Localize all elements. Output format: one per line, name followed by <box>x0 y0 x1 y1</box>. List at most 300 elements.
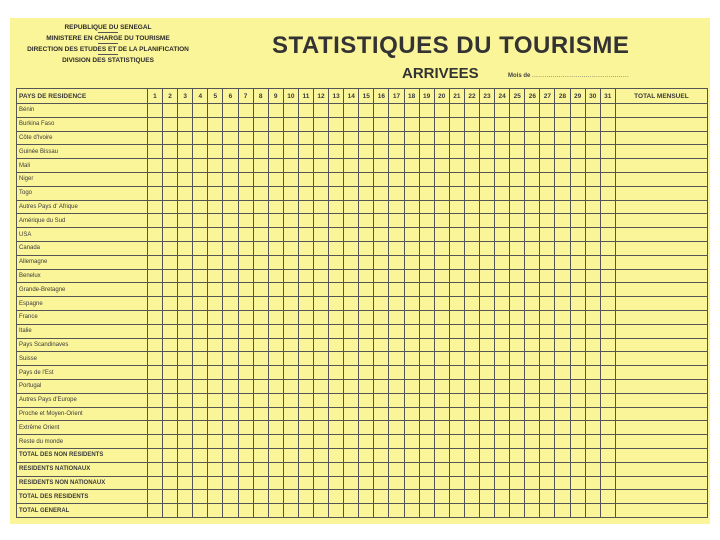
day-cell[interactable] <box>525 104 540 118</box>
day-cell[interactable] <box>389 504 404 518</box>
day-cell[interactable] <box>359 504 374 518</box>
day-cell[interactable] <box>404 462 419 476</box>
day-cell[interactable] <box>283 338 298 352</box>
day-cell[interactable] <box>208 241 223 255</box>
day-cell[interactable] <box>510 448 525 462</box>
day-cell[interactable] <box>147 421 162 435</box>
day-cell[interactable] <box>570 104 585 118</box>
day-cell[interactable] <box>208 435 223 449</box>
day-cell[interactable] <box>359 172 374 186</box>
day-cell[interactable] <box>253 366 268 380</box>
day-cell[interactable] <box>208 172 223 186</box>
day-cell[interactable] <box>404 283 419 297</box>
day-cell[interactable] <box>389 200 404 214</box>
day-cell[interactable] <box>525 407 540 421</box>
day-cell[interactable] <box>555 186 570 200</box>
day-cell[interactable] <box>389 131 404 145</box>
day-cell[interactable] <box>389 324 404 338</box>
day-cell[interactable] <box>600 379 615 393</box>
day-cell[interactable] <box>298 462 313 476</box>
day-cell[interactable] <box>253 145 268 159</box>
day-cell[interactable] <box>163 269 178 283</box>
day-cell[interactable] <box>419 310 434 324</box>
day-cell[interactable] <box>555 462 570 476</box>
day-cell[interactable] <box>283 476 298 490</box>
day-cell[interactable] <box>540 324 555 338</box>
day-cell[interactable] <box>223 324 238 338</box>
day-cell[interactable] <box>283 310 298 324</box>
day-cell[interactable] <box>268 366 283 380</box>
day-cell[interactable] <box>495 338 510 352</box>
day-cell[interactable] <box>434 283 449 297</box>
day-cell[interactable] <box>147 352 162 366</box>
day-cell[interactable] <box>238 490 253 504</box>
day-cell[interactable] <box>147 269 162 283</box>
day-cell[interactable] <box>208 504 223 518</box>
day-cell[interactable] <box>585 421 600 435</box>
day-cell[interactable] <box>464 283 479 297</box>
day-cell[interactable] <box>434 504 449 518</box>
monthly-total-cell[interactable] <box>615 269 707 283</box>
day-cell[interactable] <box>495 269 510 283</box>
day-cell[interactable] <box>208 214 223 228</box>
day-cell[interactable] <box>480 338 495 352</box>
day-cell[interactable] <box>540 490 555 504</box>
day-cell[interactable] <box>344 104 359 118</box>
day-cell[interactable] <box>600 255 615 269</box>
day-cell[interactable] <box>344 352 359 366</box>
day-cell[interactable] <box>193 104 208 118</box>
day-cell[interactable] <box>253 324 268 338</box>
day-cell[interactable] <box>344 407 359 421</box>
day-cell[interactable] <box>283 159 298 173</box>
day-cell[interactable] <box>480 476 495 490</box>
day-cell[interactable] <box>374 297 389 311</box>
day-cell[interactable] <box>404 421 419 435</box>
day-cell[interactable] <box>555 352 570 366</box>
day-cell[interactable] <box>344 490 359 504</box>
day-cell[interactable] <box>585 159 600 173</box>
day-cell[interactable] <box>600 504 615 518</box>
day-cell[interactable] <box>540 269 555 283</box>
day-cell[interactable] <box>555 379 570 393</box>
day-cell[interactable] <box>510 393 525 407</box>
day-cell[interactable] <box>313 421 328 435</box>
day-cell[interactable] <box>313 476 328 490</box>
day-cell[interactable] <box>344 338 359 352</box>
day-cell[interactable] <box>374 241 389 255</box>
day-cell[interactable] <box>464 255 479 269</box>
day-cell[interactable] <box>570 393 585 407</box>
day-cell[interactable] <box>223 159 238 173</box>
day-cell[interactable] <box>434 407 449 421</box>
day-cell[interactable] <box>298 297 313 311</box>
day-cell[interactable] <box>359 255 374 269</box>
day-cell[interactable] <box>374 131 389 145</box>
day-cell[interactable] <box>298 214 313 228</box>
day-cell[interactable] <box>359 421 374 435</box>
day-cell[interactable] <box>298 310 313 324</box>
day-cell[interactable] <box>329 117 344 131</box>
day-cell[interactable] <box>208 117 223 131</box>
day-cell[interactable] <box>374 283 389 297</box>
day-cell[interactable] <box>298 407 313 421</box>
day-cell[interactable] <box>208 200 223 214</box>
day-cell[interactable] <box>208 310 223 324</box>
day-cell[interactable] <box>178 310 193 324</box>
day-cell[interactable] <box>525 504 540 518</box>
day-cell[interactable] <box>434 200 449 214</box>
monthly-total-cell[interactable] <box>615 476 707 490</box>
day-cell[interactable] <box>495 159 510 173</box>
day-cell[interactable] <box>344 310 359 324</box>
monthly-total-cell[interactable] <box>615 241 707 255</box>
day-cell[interactable] <box>449 366 464 380</box>
day-cell[interactable] <box>193 186 208 200</box>
day-cell[interactable] <box>585 338 600 352</box>
day-cell[interactable] <box>298 504 313 518</box>
day-cell[interactable] <box>208 476 223 490</box>
day-cell[interactable] <box>193 297 208 311</box>
day-cell[interactable] <box>238 131 253 145</box>
day-cell[interactable] <box>540 297 555 311</box>
day-cell[interactable] <box>268 200 283 214</box>
day-cell[interactable] <box>570 255 585 269</box>
day-cell[interactable] <box>359 448 374 462</box>
day-cell[interactable] <box>555 366 570 380</box>
day-cell[interactable] <box>329 338 344 352</box>
day-cell[interactable] <box>208 159 223 173</box>
day-cell[interactable] <box>208 255 223 269</box>
day-cell[interactable] <box>600 159 615 173</box>
day-cell[interactable] <box>600 310 615 324</box>
day-cell[interactable] <box>298 421 313 435</box>
day-cell[interactable] <box>268 379 283 393</box>
day-cell[interactable] <box>585 241 600 255</box>
day-cell[interactable] <box>510 435 525 449</box>
day-cell[interactable] <box>480 379 495 393</box>
day-cell[interactable] <box>585 476 600 490</box>
day-cell[interactable] <box>163 324 178 338</box>
day-cell[interactable] <box>253 228 268 242</box>
day-cell[interactable] <box>163 131 178 145</box>
day-cell[interactable] <box>359 200 374 214</box>
day-cell[interactable] <box>510 338 525 352</box>
day-cell[interactable] <box>193 448 208 462</box>
day-cell[interactable] <box>480 435 495 449</box>
day-cell[interactable] <box>389 366 404 380</box>
day-cell[interactable] <box>480 462 495 476</box>
day-cell[interactable] <box>268 407 283 421</box>
day-cell[interactable] <box>329 462 344 476</box>
day-cell[interactable] <box>404 145 419 159</box>
day-cell[interactable] <box>253 104 268 118</box>
day-cell[interactable] <box>193 269 208 283</box>
day-cell[interactable] <box>359 310 374 324</box>
day-cell[interactable] <box>374 159 389 173</box>
day-cell[interactable] <box>419 255 434 269</box>
day-cell[interactable] <box>178 283 193 297</box>
day-cell[interactable] <box>525 228 540 242</box>
day-cell[interactable] <box>480 241 495 255</box>
day-cell[interactable] <box>238 352 253 366</box>
day-cell[interactable] <box>344 297 359 311</box>
day-cell[interactable] <box>555 435 570 449</box>
day-cell[interactable] <box>268 448 283 462</box>
day-cell[interactable] <box>510 269 525 283</box>
day-cell[interactable] <box>163 407 178 421</box>
day-cell[interactable] <box>540 407 555 421</box>
day-cell[interactable] <box>464 435 479 449</box>
day-cell[interactable] <box>223 448 238 462</box>
day-cell[interactable] <box>495 214 510 228</box>
day-cell[interactable] <box>178 104 193 118</box>
day-cell[interactable] <box>238 324 253 338</box>
day-cell[interactable] <box>268 117 283 131</box>
day-cell[interactable] <box>480 490 495 504</box>
day-cell[interactable] <box>253 379 268 393</box>
day-cell[interactable] <box>344 448 359 462</box>
day-cell[interactable] <box>585 104 600 118</box>
day-cell[interactable] <box>374 338 389 352</box>
day-cell[interactable] <box>480 504 495 518</box>
day-cell[interactable] <box>298 283 313 297</box>
day-cell[interactable] <box>434 448 449 462</box>
day-cell[interactable] <box>329 159 344 173</box>
day-cell[interactable] <box>147 255 162 269</box>
day-cell[interactable] <box>283 200 298 214</box>
day-cell[interactable] <box>268 476 283 490</box>
day-cell[interactable] <box>163 379 178 393</box>
day-cell[interactable] <box>208 421 223 435</box>
day-cell[interactable] <box>585 172 600 186</box>
day-cell[interactable] <box>480 131 495 145</box>
day-cell[interactable] <box>374 255 389 269</box>
day-cell[interactable] <box>313 117 328 131</box>
day-cell[interactable] <box>329 393 344 407</box>
day-cell[interactable] <box>525 324 540 338</box>
day-cell[interactable] <box>193 241 208 255</box>
day-cell[interactable] <box>344 241 359 255</box>
day-cell[interactable] <box>540 393 555 407</box>
day-cell[interactable] <box>238 159 253 173</box>
day-cell[interactable] <box>434 366 449 380</box>
day-cell[interactable] <box>223 228 238 242</box>
day-cell[interactable] <box>223 490 238 504</box>
day-cell[interactable] <box>570 366 585 380</box>
day-cell[interactable] <box>163 366 178 380</box>
day-cell[interactable] <box>510 255 525 269</box>
day-cell[interactable] <box>238 241 253 255</box>
day-cell[interactable] <box>389 283 404 297</box>
day-cell[interactable] <box>570 145 585 159</box>
day-cell[interactable] <box>298 352 313 366</box>
day-cell[interactable] <box>495 324 510 338</box>
day-cell[interactable] <box>555 338 570 352</box>
day-cell[interactable] <box>313 393 328 407</box>
day-cell[interactable] <box>525 241 540 255</box>
day-cell[interactable] <box>464 228 479 242</box>
day-cell[interactable] <box>374 407 389 421</box>
day-cell[interactable] <box>525 186 540 200</box>
day-cell[interactable] <box>268 310 283 324</box>
day-cell[interactable] <box>344 186 359 200</box>
day-cell[interactable] <box>329 214 344 228</box>
day-cell[interactable] <box>540 421 555 435</box>
day-cell[interactable] <box>359 379 374 393</box>
day-cell[interactable] <box>283 421 298 435</box>
day-cell[interactable] <box>208 104 223 118</box>
day-cell[interactable] <box>464 504 479 518</box>
day-cell[interactable] <box>585 366 600 380</box>
day-cell[interactable] <box>585 393 600 407</box>
day-cell[interactable] <box>283 462 298 476</box>
day-cell[interactable] <box>464 159 479 173</box>
day-cell[interactable] <box>193 379 208 393</box>
day-cell[interactable] <box>329 241 344 255</box>
day-cell[interactable] <box>585 186 600 200</box>
day-cell[interactable] <box>298 255 313 269</box>
day-cell[interactable] <box>404 490 419 504</box>
day-cell[interactable] <box>344 269 359 283</box>
day-cell[interactable] <box>298 379 313 393</box>
day-cell[interactable] <box>540 131 555 145</box>
day-cell[interactable] <box>283 104 298 118</box>
day-cell[interactable] <box>163 214 178 228</box>
day-cell[interactable] <box>449 200 464 214</box>
day-cell[interactable] <box>374 476 389 490</box>
day-cell[interactable] <box>374 104 389 118</box>
day-cell[interactable] <box>404 131 419 145</box>
day-cell[interactable] <box>147 310 162 324</box>
day-cell[interactable] <box>359 352 374 366</box>
day-cell[interactable] <box>193 117 208 131</box>
day-cell[interactable] <box>600 214 615 228</box>
day-cell[interactable] <box>404 379 419 393</box>
monthly-total-cell[interactable] <box>615 490 707 504</box>
day-cell[interactable] <box>193 255 208 269</box>
day-cell[interactable] <box>495 352 510 366</box>
day-cell[interactable] <box>313 407 328 421</box>
day-cell[interactable] <box>238 366 253 380</box>
day-cell[interactable] <box>540 241 555 255</box>
day-cell[interactable] <box>193 476 208 490</box>
day-cell[interactable] <box>585 448 600 462</box>
day-cell[interactable] <box>419 200 434 214</box>
day-cell[interactable] <box>449 310 464 324</box>
day-cell[interactable] <box>253 200 268 214</box>
day-cell[interactable] <box>238 504 253 518</box>
day-cell[interactable] <box>419 352 434 366</box>
day-cell[interactable] <box>359 159 374 173</box>
day-cell[interactable] <box>344 255 359 269</box>
day-cell[interactable] <box>540 435 555 449</box>
day-cell[interactable] <box>298 241 313 255</box>
day-cell[interactable] <box>268 490 283 504</box>
day-cell[interactable] <box>510 131 525 145</box>
day-cell[interactable] <box>600 131 615 145</box>
day-cell[interactable] <box>359 393 374 407</box>
day-cell[interactable] <box>268 269 283 283</box>
day-cell[interactable] <box>313 228 328 242</box>
day-cell[interactable] <box>585 283 600 297</box>
day-cell[interactable] <box>585 435 600 449</box>
day-cell[interactable] <box>223 186 238 200</box>
day-cell[interactable] <box>510 117 525 131</box>
day-cell[interactable] <box>253 131 268 145</box>
day-cell[interactable] <box>178 297 193 311</box>
day-cell[interactable] <box>510 241 525 255</box>
day-cell[interactable] <box>510 104 525 118</box>
day-cell[interactable] <box>510 283 525 297</box>
day-cell[interactable] <box>298 145 313 159</box>
day-cell[interactable] <box>434 172 449 186</box>
day-cell[interactable] <box>283 490 298 504</box>
day-cell[interactable] <box>585 145 600 159</box>
day-cell[interactable] <box>329 283 344 297</box>
day-cell[interactable] <box>193 504 208 518</box>
day-cell[interactable] <box>238 407 253 421</box>
day-cell[interactable] <box>404 476 419 490</box>
day-cell[interactable] <box>434 214 449 228</box>
day-cell[interactable] <box>434 255 449 269</box>
day-cell[interactable] <box>238 269 253 283</box>
day-cell[interactable] <box>540 448 555 462</box>
day-cell[interactable] <box>238 172 253 186</box>
day-cell[interactable] <box>464 131 479 145</box>
day-cell[interactable] <box>464 310 479 324</box>
day-cell[interactable] <box>208 393 223 407</box>
day-cell[interactable] <box>464 366 479 380</box>
day-cell[interactable] <box>389 117 404 131</box>
day-cell[interactable] <box>540 117 555 131</box>
day-cell[interactable] <box>163 393 178 407</box>
day-cell[interactable] <box>253 269 268 283</box>
day-cell[interactable] <box>449 104 464 118</box>
day-cell[interactable] <box>464 117 479 131</box>
day-cell[interactable] <box>419 297 434 311</box>
day-cell[interactable] <box>495 172 510 186</box>
day-cell[interactable] <box>374 214 389 228</box>
day-cell[interactable] <box>495 407 510 421</box>
day-cell[interactable] <box>344 476 359 490</box>
day-cell[interactable] <box>253 435 268 449</box>
day-cell[interactable] <box>268 324 283 338</box>
day-cell[interactable] <box>480 421 495 435</box>
day-cell[interactable] <box>253 310 268 324</box>
day-cell[interactable] <box>585 352 600 366</box>
day-cell[interactable] <box>193 490 208 504</box>
day-cell[interactable] <box>464 352 479 366</box>
day-cell[interactable] <box>268 435 283 449</box>
day-cell[interactable] <box>434 352 449 366</box>
day-cell[interactable] <box>359 131 374 145</box>
day-cell[interactable] <box>208 283 223 297</box>
day-cell[interactable] <box>419 159 434 173</box>
day-cell[interactable] <box>374 269 389 283</box>
day-cell[interactable] <box>313 324 328 338</box>
day-cell[interactable] <box>329 269 344 283</box>
day-cell[interactable] <box>344 172 359 186</box>
day-cell[interactable] <box>495 145 510 159</box>
day-cell[interactable] <box>329 366 344 380</box>
day-cell[interactable] <box>283 366 298 380</box>
day-cell[interactable] <box>374 379 389 393</box>
day-cell[interactable] <box>193 338 208 352</box>
day-cell[interactable] <box>449 407 464 421</box>
day-cell[interactable] <box>313 186 328 200</box>
day-cell[interactable] <box>329 145 344 159</box>
